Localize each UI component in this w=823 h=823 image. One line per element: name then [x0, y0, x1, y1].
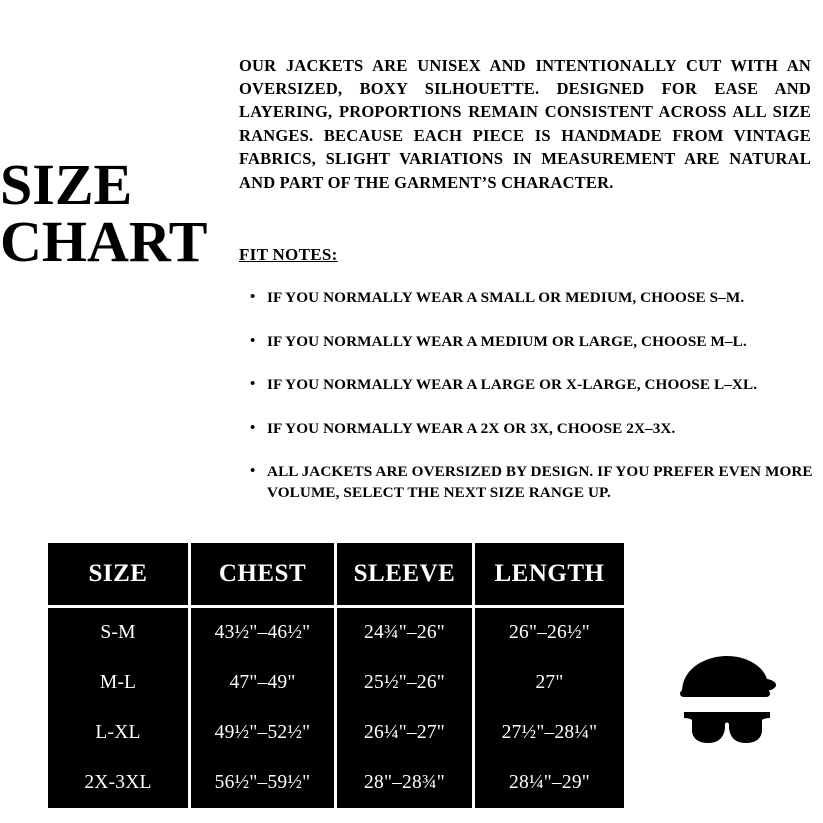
cell-sleeve: 24¾"–26"	[336, 607, 474, 659]
list-item: • IF YOU NORMALLY WEAR A LARGE OR X-LARGE, CHOOSE L–XL.	[267, 375, 823, 396]
table-row	[48, 758, 624, 808]
fit-notes-heading: FIT NOTES:	[239, 245, 338, 264]
size-measurements-table	[48, 543, 624, 808]
cell-chest: 43½"–46½"	[190, 607, 336, 659]
cell-length: 27"	[535, 672, 564, 693]
table-body	[48, 607, 624, 809]
list-item: • IF YOU NORMALLY WEAR A MEDIUM OR LARGE, CHOOSE M–L.	[267, 332, 823, 353]
cell-size: L-XL	[48, 708, 190, 758]
page-title-line-1: SIZE	[0, 151, 133, 217]
cell-chest: 47"–49"	[190, 658, 336, 708]
cell-length: 28¼"–29"	[509, 772, 590, 793]
table-header-row	[48, 543, 624, 607]
fit-notes-list	[245, 288, 823, 526]
cell-size: S-M	[48, 607, 190, 659]
column-header-chest: CHEST	[190, 543, 336, 607]
column-header-size: SIZE	[48, 543, 190, 607]
list-item: • IF YOU NORMALLY WEAR A 2X OR 3X, CHOOSE 2X–3X.	[267, 419, 823, 440]
cell-sleeve: 28"–28¾"	[336, 758, 474, 808]
list-item: • IF YOU NORMALLY WEAR A SMALL OR MEDIUM, CHOOSE S–M.	[267, 288, 823, 309]
page-title-line-2: CHART	[0, 208, 208, 274]
column-header-length: LENGTH	[474, 543, 625, 607]
intro-paragraph: OUR JACKETS ARE UNISEX AND INTENTIONALLY CUT WITH AN OVERSIZED, BOXY SILHOUETTE. DESIGNED FOR EASE AND LAYERING, PROPORTIONS REMAIN CONSISTENT ACROSS ALL SIZE RANGES. BECAUSE EACH PIECE IS HANDMADE FROM VINTAGE FABRICS, SLIGHT VARIATIONS IN MEASUREMENT ARE NATURAL AND PART OF THE GARMENT’S CHARACTER.	[239, 55, 811, 192]
cell-size: M-L	[48, 658, 190, 708]
beret-sunglasses-icon	[672, 650, 782, 750]
table-row	[48, 607, 624, 659]
column-header-sleeve: SLEEVE	[336, 543, 474, 607]
page-title	[0, 151, 250, 274]
table-row	[48, 708, 624, 758]
cell-chest: 56½"–59½"	[190, 758, 336, 808]
cell-chest: 49½"–52½"	[190, 708, 336, 758]
table-row	[48, 658, 624, 708]
cell-sleeve: 25½"–26"	[336, 658, 474, 708]
table-header	[48, 543, 624, 607]
list-item: • ALL JACKETS ARE OVERSIZED BY DESIGN. IF YOU PREFER EVEN MORE VOLUME, SELECT THE NEXT SIZE RANGE UP.	[267, 462, 823, 503]
cell-sleeve: 26¼"–27"	[336, 708, 474, 758]
cell-length: 27½"–28¼"	[501, 722, 598, 743]
cell-size: 2X-3XL	[48, 758, 190, 808]
cell-length: 26"–26½"	[509, 622, 590, 643]
